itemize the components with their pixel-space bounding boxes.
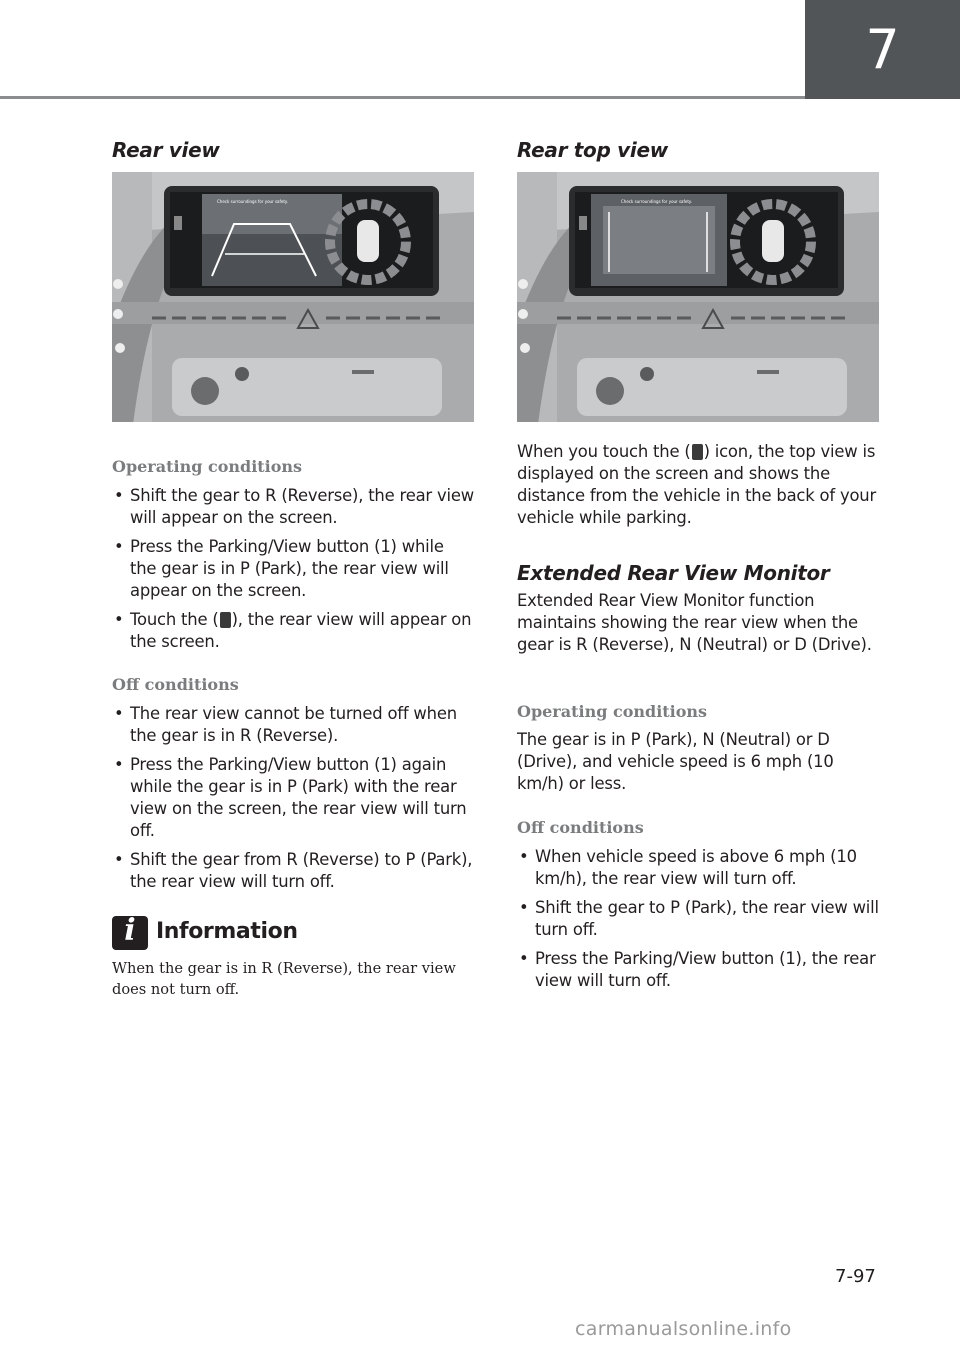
list-item: • The rear view cannot be turned off when the gear is in R (Reverse). <box>112 703 474 747</box>
list-item: • Shift the gear from R (Reverse) to P (Park), the rear view will turn off. <box>112 849 474 893</box>
page-number: 7-97 <box>835 1266 876 1287</box>
inline-text: When you touch the ( <box>517 442 691 461</box>
fig-caption-left: Check surroundings for your safety. <box>217 199 289 204</box>
list-item <box>112 609 474 653</box>
list-item: • When vehicle speed is above 6 mph (10 km/h), the rear view will turn off. <box>517 846 879 890</box>
top-view-icon <box>692 444 703 460</box>
extended-off-list <box>517 846 879 999</box>
extended-off-heading: Off conditions <box>517 818 644 837</box>
header-rule <box>0 96 805 99</box>
section-title-rear-view: Rear view <box>112 138 220 162</box>
extended-operating-text: The gear is in P (Park), N (Neutral) or D (Drive), and vehicle speed is 6 mph (10 km/h) or less. <box>517 730 834 793</box>
list-item: • Press the Parking/View button (1) again while the gear is in P (Park) with the rear view on the screen, the rear view will turn off. <box>112 754 474 842</box>
section-title-extended-rear-view-monitor: Extended Rear View Monitor <box>517 561 830 585</box>
list-item: • Shift the gear to R (Reverse), the rear view will appear on the screen. <box>112 485 474 529</box>
inline-text: ) icon, the top view is displayed on the screen and shows the distance from the vehicle in the back of your vehicle while parking. <box>517 442 876 527</box>
list-item: • Press the Parking/View button (1) while the gear is in P (Park), the rear view will appear on the screen. <box>112 536 474 602</box>
list-item: • Press the Parking/View button (1), the rear view will turn off. <box>517 948 879 992</box>
camera-view-icon <box>220 612 231 628</box>
information-title: Information <box>156 919 298 944</box>
section-title-rear-top-view: Rear top view <box>517 138 668 162</box>
off-conditions-list <box>112 703 474 900</box>
information-text: When the gear is in R (Reverse), the rear view does not turn off. <box>112 960 456 998</box>
rear-top-view-illustration <box>517 172 879 422</box>
operating-conditions-list <box>112 485 474 660</box>
list-item: • Shift the gear to P (Park), the rear view will turn off. <box>517 897 879 941</box>
information-icon <box>112 913 148 950</box>
rear-view-illustration <box>112 172 474 422</box>
extended-description: Extended Rear View Monitor function maintains showing the rear view when the gear is R (Reverse), N (Neutral) or D (Drive). <box>517 591 872 654</box>
operating-conditions-heading: Operating conditions <box>112 457 303 476</box>
chapter-tab: 7 <box>805 0 960 99</box>
fig-caption-right: Check surroundings for your safety. <box>621 199 693 204</box>
rear-top-view-description <box>517 441 879 529</box>
inline-text: ), the rear view will appear on the screen. <box>130 610 472 651</box>
information-icon-letter: i <box>124 913 136 948</box>
off-conditions-heading: Off conditions <box>112 675 239 694</box>
extended-operating-heading: Operating conditions <box>517 702 708 721</box>
watermark: carmanualsonline.info <box>575 1318 792 1340</box>
inline-text: Touch the ( <box>130 610 219 629</box>
